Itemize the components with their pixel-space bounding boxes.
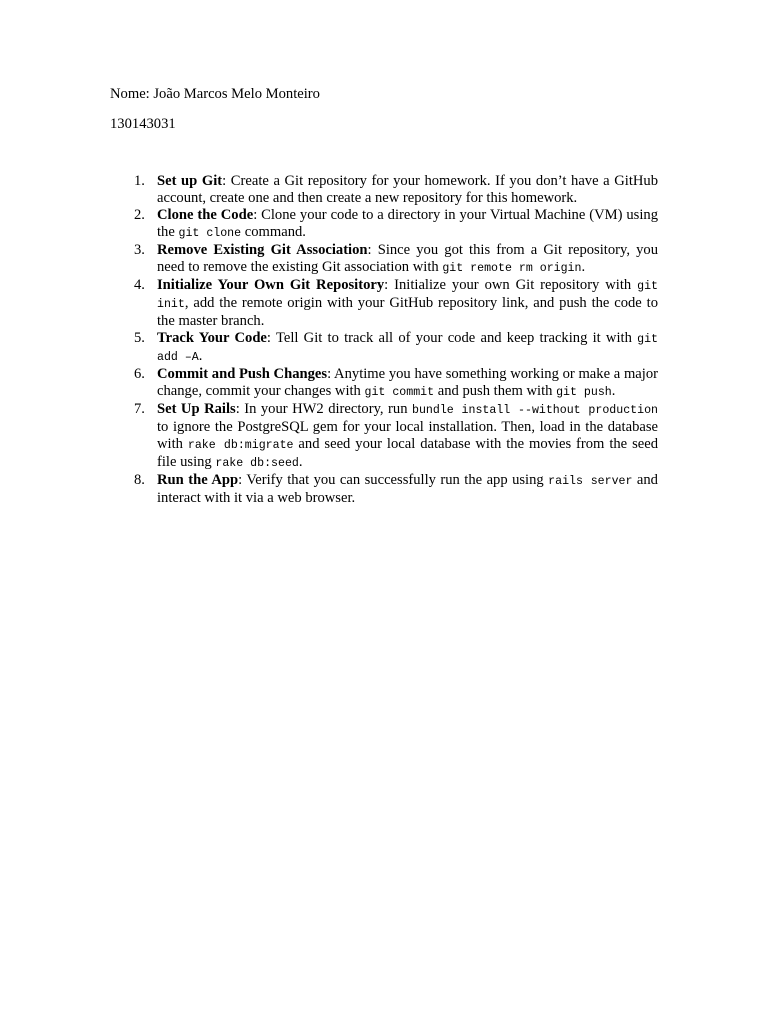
task-number: 5.: [134, 330, 145, 346]
task-command: rake db:migrate: [187, 439, 294, 452]
task-text: , add the remote origin with your GitHub repository link, and push the code to the master branch.: [157, 295, 658, 329]
task-number: 4.: [134, 277, 145, 293]
task-list: [110, 173, 658, 507]
task-text: .: [611, 383, 616, 399]
task-text: .: [298, 454, 303, 470]
task-text: command.: [241, 224, 306, 240]
task-text: : Since you got this from a Git repository, you need to remove the existing Git association with: [157, 242, 659, 275]
task-text: : Anytime you have something working or make a major change, commit your changes with: [157, 366, 658, 399]
task-item: [110, 173, 658, 207]
task-text: : In your HW2 directory, run: [235, 401, 412, 417]
task-text: : Verify that you can successfully run the app using: [238, 472, 549, 488]
task-item: [110, 472, 658, 507]
task-command: rails server: [548, 475, 633, 488]
task-text: and interact with it via a web browser.: [157, 472, 658, 506]
task-item: [110, 401, 658, 472]
task-title: Set Up Rails: [157, 401, 236, 417]
task-title: Commit and Push Changes: [157, 366, 328, 382]
task-number: 1.: [134, 173, 145, 189]
task-title: Track Your Code: [157, 330, 267, 346]
task-text: : Clone your code to a directory in your Virtual Machine (VM) using the: [157, 207, 658, 240]
task-number: 6.: [134, 366, 145, 382]
task-number: 7.: [134, 401, 145, 417]
task-command: git init: [157, 280, 658, 311]
task-command: git commit: [364, 386, 435, 399]
task-command: git add –A: [157, 333, 658, 364]
task-number: 3.: [134, 242, 145, 258]
task-title: Run the App: [157, 472, 239, 488]
task-title: Remove Existing Git Association: [157, 242, 368, 258]
task-command: git remote rm origin: [442, 262, 582, 275]
task-item: [110, 277, 658, 330]
task-number: 8.: [134, 472, 145, 488]
task-command: git clone: [178, 227, 242, 240]
student-id: 130143031: [110, 116, 176, 132]
task-text: and push them with: [434, 383, 557, 399]
task-command: bundle install --without production: [412, 404, 659, 417]
task-command: git push: [556, 386, 612, 399]
task-text: and seed your local database with the movies from the seed file using: [157, 436, 659, 470]
task-text: : Create a Git repository for your homework. If you don’t have a GitHub account, create one and then create a new repository for this homework.: [157, 173, 659, 206]
student-name: Nome: João Marcos Melo Monteiro: [110, 86, 320, 102]
task-item: [110, 207, 658, 242]
task-number: 2.: [134, 207, 145, 223]
task-text: to ignore the PostgreSQL gem for your local installation. Then, load in the database with: [157, 419, 658, 452]
task-text: : Tell Git to track all of your code and keep tracking it with: [266, 330, 638, 346]
task-title: Set up Git: [157, 173, 223, 189]
task-text: .: [581, 259, 586, 275]
task-title: Initialize Your Own Git Repository: [157, 277, 385, 293]
task-item: [110, 330, 658, 366]
task-text: .: [198, 348, 203, 364]
task-command: rake db:seed: [215, 457, 299, 470]
task-item: [110, 242, 658, 277]
task-item: [110, 366, 658, 401]
task-text: : Initialize your own Git repository with: [384, 277, 638, 293]
task-title: Clone the Code: [157, 207, 254, 223]
